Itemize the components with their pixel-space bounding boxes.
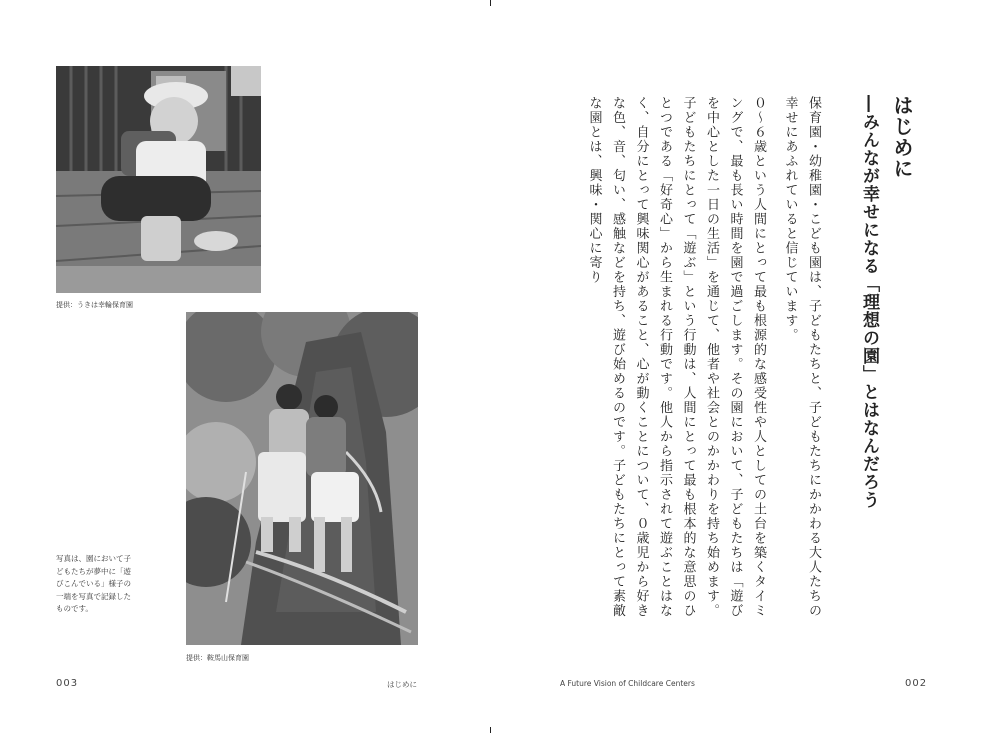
crop-mark-bottom [490,727,491,733]
crop-mark-top [490,0,491,6]
body-text [560,96,825,626]
photo-child-on-porch-graphic [56,66,261,293]
running-head-left: はじめに [387,680,417,689]
folio-right: 002 [905,678,928,689]
chapter-heading: はじめに [890,95,914,179]
photo-children-climbing-tree [186,312,418,645]
photo2-credit: 提供：鞍馬山保育園 [186,654,249,662]
folio-left: 003 [56,678,79,689]
paragraph-1: 保育園・幼稚園・こども園は、子どもたちと、子どもたちにかかわる大人たちの幸せにあふれていると信じています。 [782,96,821,618]
chapter-subheading: ―みんなが幸せになる「理想の園」とはなんだろう [859,95,879,509]
running-head-right: A Future Vision of Childcare Centers [560,679,695,688]
photo-children-climbing-tree-graphic [186,312,418,645]
paragraph-2: ０～６歳という人間にとって最も根源的な感受性や人としての土台を築くタイミングで、最も長い時間を園で過ごします。その園において、子どもたちは「遊びを中心とした一日の生活」を通じて、他者や社会とのかかわりを持ち始めます。子どもたちにとって「遊ぶ」という行動は、人間にとって最も根本的な意思のひとつである「好奇心」から生まれる行動です。他人から指示されて遊ぶことはなく、自分にとって興味関心があること、心が動くことについて、０歳児から好きな色、音、匂い、感触などを持ち、遊び始めるのです。子どもたちにとって素敵な園とは、興味・関心に寄り [586,96,766,618]
side-caption: 写真は、園において子どもたちが夢中に「遊びこんでいる」様子の一端を写真で記録したものです。 [56,554,131,613]
photo-child-on-porch [56,66,261,293]
photo1-credit: 提供：うきは幸輪保育園 [56,301,133,309]
